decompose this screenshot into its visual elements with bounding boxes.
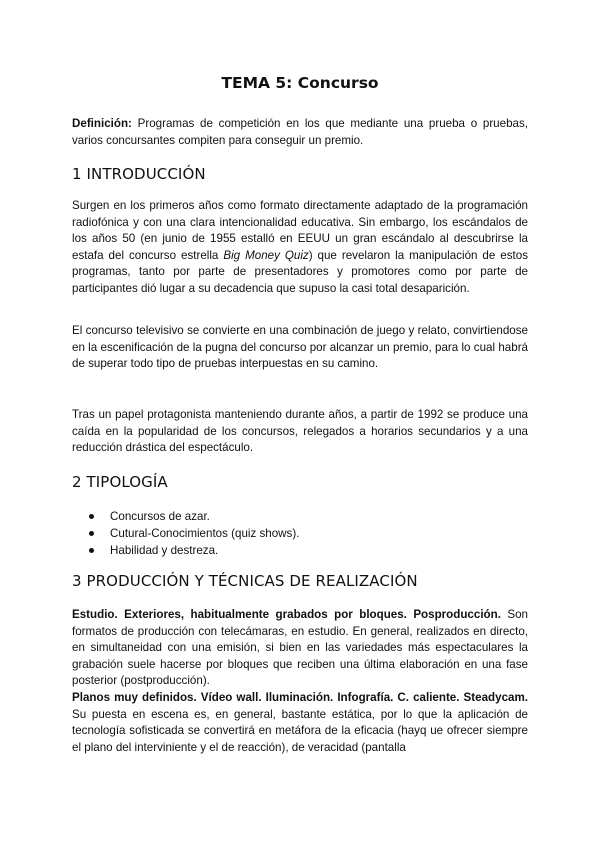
produccion-p2-bold: Planos muy definidos. Vídeo wall. Iluminación. Infografía. C. caliente. Steadycam. bbox=[72, 691, 528, 704]
produccion-paragraph-2 bbox=[72, 690, 528, 756]
section-heading-tipologia: 2 TIPOLOGÍA bbox=[72, 473, 168, 491]
definition-label: Definición: bbox=[72, 117, 132, 130]
definition-text: Programas de competición en los que mediante una prueba o pruebas, varios concursantes compiten para conseguir un premio. bbox=[72, 117, 528, 147]
intro-p1-italic: Big Money Quiz bbox=[223, 248, 309, 262]
tipologia-list bbox=[72, 508, 299, 559]
list-item-text: Cutural-Conocimientos (quiz shows). bbox=[110, 527, 300, 540]
list-item bbox=[72, 525, 299, 542]
intro-paragraph-2: El concurso televisivo se convierte en una combinación de juego y relato, convirtiendose en la escenificación de la pugna del concurso por alcanzar un premio, para lo cual habrá de superar todo tipo de pruebas interpuestas en su camino. bbox=[72, 324, 528, 371]
section-heading-produccion: 3 PRODUCCIÓN Y TÉCNICAS DE REALIZACIÓN bbox=[72, 572, 418, 590]
bullet-icon bbox=[89, 548, 94, 553]
intro-paragraph-1 bbox=[72, 198, 528, 298]
list-item bbox=[72, 542, 299, 559]
produccion-paragraph-1 bbox=[72, 607, 528, 690]
section-heading-introduccion: 1 INTRODUCCIÓN bbox=[72, 165, 206, 183]
page-title: TEMA 5: Concurso bbox=[221, 74, 379, 92]
definition-paragraph bbox=[72, 116, 528, 149]
bullet-icon bbox=[89, 514, 94, 519]
produccion-p2-text: Su puesta en escena es, en general, bastante estática, por lo que la aplicación de tecnología sofisticada se convertirá en metáfora de la eficacia (hayq ue ofrecer siempre el plano del interviniente y el de reacción), de veracidad (pantalla bbox=[72, 707, 528, 754]
intro-paragraph-3: Tras un papel protagonista manteniendo durante años, a partir de 1992 se produce una caída en la popularidad de los concursos, relegados a horarios secundarios y a una reducción drástica del espectáculo. bbox=[72, 408, 528, 455]
intro-p1-text-before: Surgen en los primeros años como formato directamente adaptado de la programación radiofónica y con una clara intencionalidad educativa. Sin embargo, los escándalos de los años 50 (en junio de 1955 estalló en EEUU un gran escándalo al descubrirse la estafa del concurso estrella bbox=[72, 199, 528, 262]
produccion-p1-bold: Estudio. Exteriores, habitualmente grabados por bloques. Posproducción. bbox=[72, 608, 501, 621]
produccion-p1-text: Son formatos de producción con telecámaras, en estudio. En general, realizados en directo, en simultaneidad con una emisión, si bien en las variedades más espectaculares la grabación suele hacerse por bloques que reciben una última elaboración en una fase posterior (postproducción). bbox=[72, 608, 528, 688]
intro-p1-text-after: ) que revelaron la manipulación de estos programas, tanto por parte de presentadores y promotores como por parte de participantes dió lugar a su decadencia que supuso la casi total desaparición. bbox=[72, 248, 529, 295]
list-item-text: Concursos de azar. bbox=[110, 510, 210, 523]
list-item-text: Habilidad y destreza. bbox=[110, 544, 219, 557]
list-item bbox=[72, 508, 299, 525]
bullet-icon bbox=[89, 531, 94, 536]
